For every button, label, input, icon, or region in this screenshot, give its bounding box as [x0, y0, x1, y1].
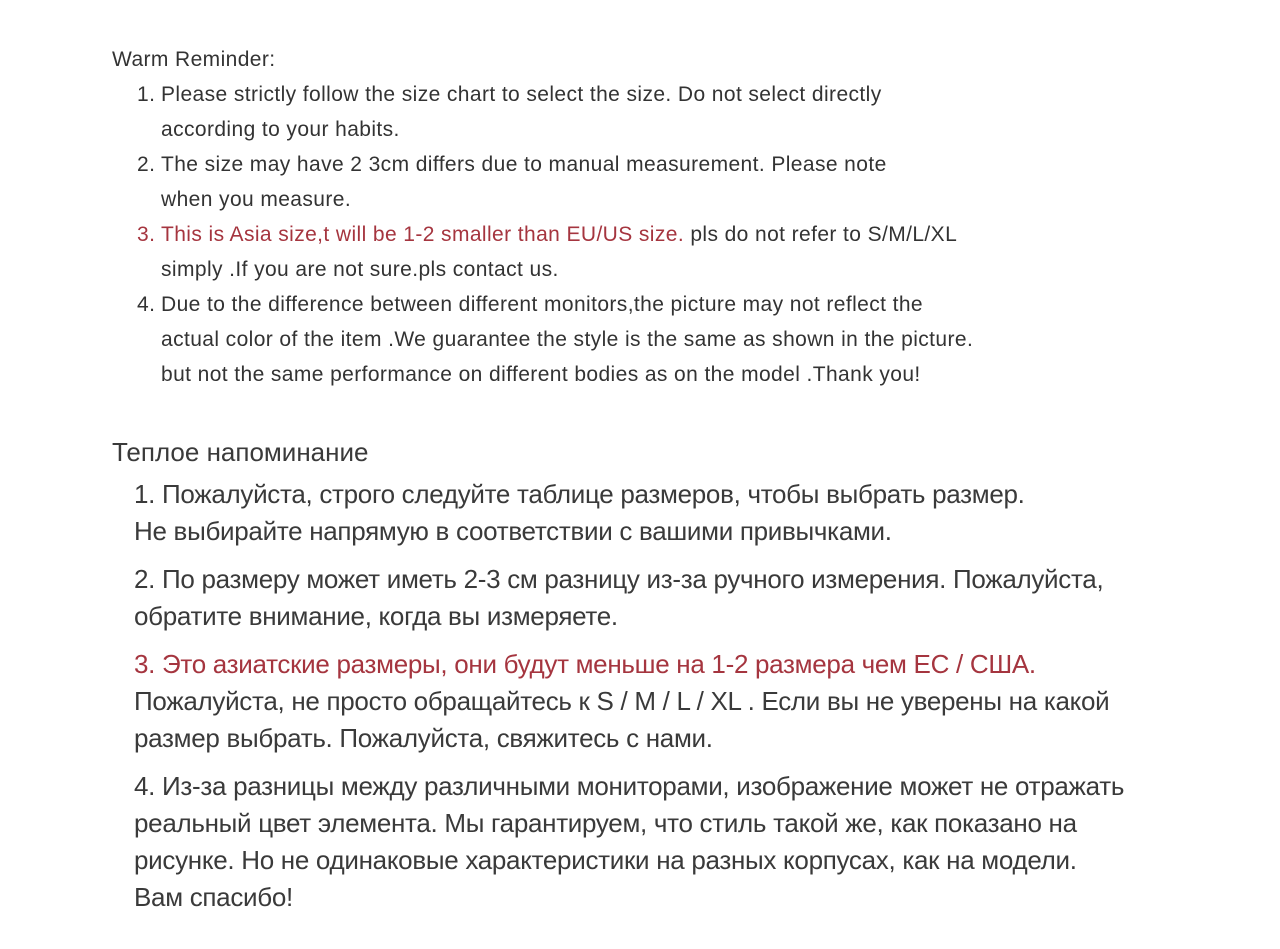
russian-reminder-item-4	[134, 768, 1280, 916]
item-number: 3.	[137, 223, 156, 246]
item-text	[161, 147, 1280, 217]
item-text-line: actual color of the item .We guarantee the style is the same as shown in the picture.	[161, 328, 974, 351]
item-number: 2.	[137, 153, 156, 176]
item-text-line: The size may have 2 3cm differs due to manual measurement. Please note	[161, 153, 887, 176]
russian-reminder-item-1	[134, 476, 1280, 550]
item-text	[161, 287, 1280, 392]
russian-reminder-item-2	[134, 561, 1280, 635]
item-text-line: Не выбирайте напрямую в соответствии с вашими привычками.	[134, 516, 892, 546]
english-section-title: Warm Reminder:	[112, 48, 276, 71]
item-text-line: when you measure.	[161, 188, 352, 211]
item-text-line: Вам спасибо!	[134, 882, 293, 912]
item-number: 4.	[137, 293, 156, 316]
warm-reminder-russian-section	[112, 434, 1280, 916]
russian-reminder-item-3	[134, 646, 1280, 757]
item-text	[161, 217, 1280, 287]
item-text-line: обратите внимание, когда вы измеряете.	[134, 601, 618, 631]
item-text	[161, 77, 1280, 147]
item-text-line: 1. Пожалуйста, строго следуйте таблице размеров, чтобы выбрать размер.	[134, 479, 1025, 509]
english-reminder-item-2	[137, 147, 1280, 217]
item-text-line: Пожалуйста, не просто обращайтесь к S / M / L / XL . Если вы не уверены на какой	[134, 686, 1110, 716]
item-text-line: according to your habits.	[161, 118, 400, 141]
english-reminder-item-1	[137, 77, 1280, 147]
item-text-line: реальный цвет элемента. Мы гарантируем, что стиль такой же, как показано на	[134, 808, 1077, 838]
english-reminder-item-4	[137, 287, 1280, 392]
russian-section-title: Теплое напоминание	[112, 437, 369, 467]
english-reminder-item-3	[137, 217, 1280, 287]
item-text-line: рисунке. Но не одинаковые характеристики на разных корпусах, как на модели.	[134, 845, 1077, 875]
item-text-line: Please strictly follow the size chart to select the size. Do not select directly	[161, 83, 882, 106]
asia-size-warning-red-line: 3. Это азиатские размеры, они будут меньше на 1-2 размера чем ЕС / США.	[134, 649, 1036, 679]
item-text-line: but not the same performance on different bodies as on the model .Thank you!	[161, 363, 921, 386]
item-text-line: 2. По размеру может иметь 2-3 см разницу из-за ручного измерения. Пожалуйста,	[134, 564, 1104, 594]
item-text-line: размер выбрать. Пожалуйста, свяжитесь с нами.	[134, 723, 713, 753]
item-text-line: Due to the difference between different monitors,the picture may not reflect the	[161, 293, 923, 316]
asia-size-warning-black-text: pls do not refer to S/M/L/XL	[684, 223, 958, 246]
item-text-line: simply .If you are not sure.pls contact us.	[161, 258, 559, 281]
asia-size-warning-red-text: This is Asia size,t will be 1-2 smaller than EU/US size.	[161, 223, 685, 246]
item-text-line	[161, 217, 1280, 252]
item-text-line: 4. Из-за разницы между различными мониторами, изображение может не отражать	[134, 771, 1125, 801]
warm-reminder-english-section	[112, 42, 1280, 392]
item-number: 1.	[137, 83, 156, 106]
